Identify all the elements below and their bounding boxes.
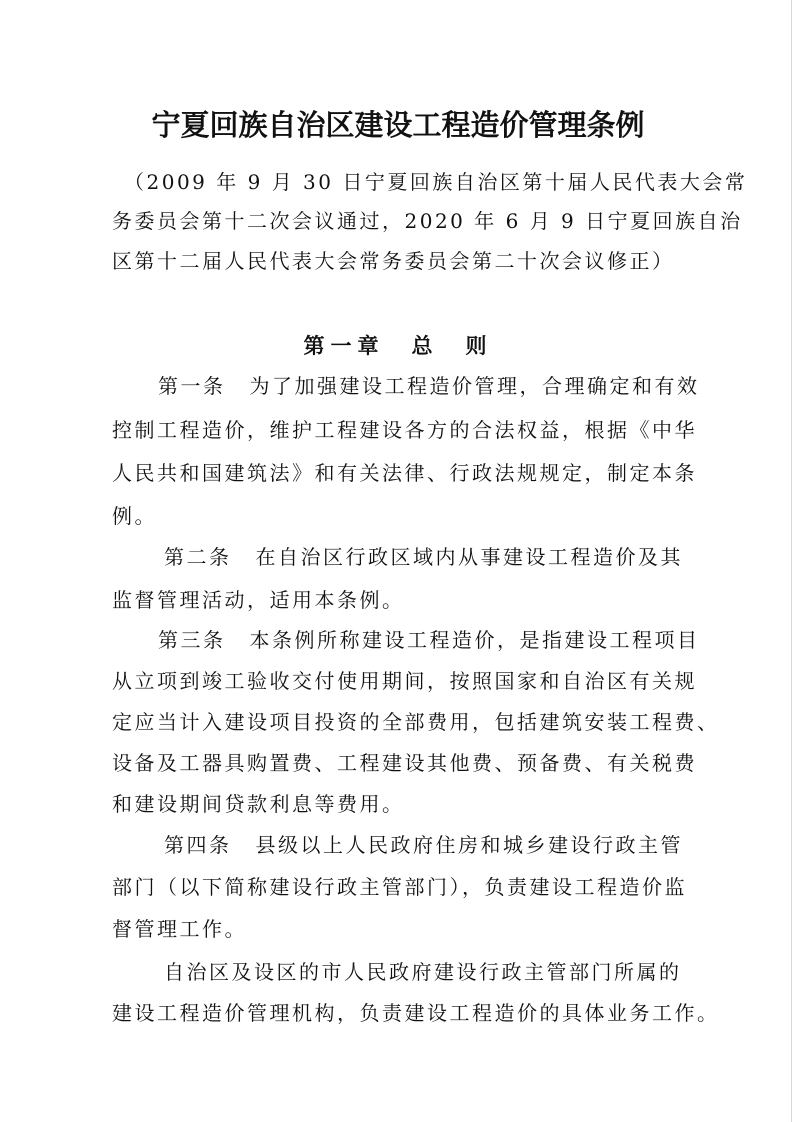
article-line: 和建设期间贷款利息等费用。 [112, 792, 405, 816]
article-line: 从立项到竣工验收交付使用期间，按照国家和自治区有关规 [112, 669, 697, 693]
article-line: 例。 [112, 504, 157, 528]
article-number: 第一条 [158, 374, 226, 398]
article-line: 控制工程造价，维护工程建设各方的合法权益，根据《中华 [112, 418, 697, 442]
article-number: 第三条 [158, 628, 226, 652]
adoption-note-line: 务委员会第十二次会议通过，2020 年 6 月 9 日宁夏回族自治 [112, 209, 743, 233]
article-line: 部门（以下简称建设行政主管部门），负责建设工程造价监 [112, 875, 687, 899]
article-line: 监督管理活动，适用本条例。 [112, 588, 405, 612]
document-title: 宁夏回族自治区建设工程造价管理条例 [151, 108, 645, 142]
article-2-first-line [164, 542, 724, 572]
article-line: 定应当计入建设项目投资的全部费用，包括建筑安装工程费、 [112, 710, 720, 734]
article-line: 设备及工器具购置费、工程建设其他费、预备费、有关税费 [112, 751, 697, 775]
article-text: 在自治区行政区域内从事建设工程造价及其 [255, 545, 683, 569]
article-1-first-line [158, 371, 718, 401]
article-number: 第四条 [164, 833, 232, 857]
adoption-note-line: （2009 年 9 月 30 日宁夏回族自治区第十届人民代表大会常 [124, 170, 748, 194]
article-text: 本条例所称建设工程造价，是指建设工程项目 [249, 628, 700, 652]
article-line: 督管理工作。 [112, 917, 247, 941]
article-line: 人民共和国建筑法》和有关法律、行政法规规定，制定本条 [112, 461, 697, 485]
paragraph-line: 建设工程造价管理机构，负责建设工程造价的具体业务工作。 [112, 1001, 720, 1025]
article-3-first-line [158, 625, 718, 655]
adoption-note-line: 区第十二届人民代表大会常务委员会第二十次会议修正） [112, 249, 675, 273]
chapter-heading: 第一章 总 则 [303, 333, 493, 358]
page-edge-divider [791, 0, 792, 1122]
article-4-first-line [164, 830, 724, 860]
article-text: 为了加强建设工程造价管理，合理确定和有效 [249, 374, 700, 398]
article-text: 县级以上人民政府住房和城乡建设行政主管 [255, 833, 683, 857]
article-number: 第二条 [164, 545, 232, 569]
paragraph-line: 自治区及设区的市人民政府建设行政主管部门所属的 [164, 960, 682, 984]
